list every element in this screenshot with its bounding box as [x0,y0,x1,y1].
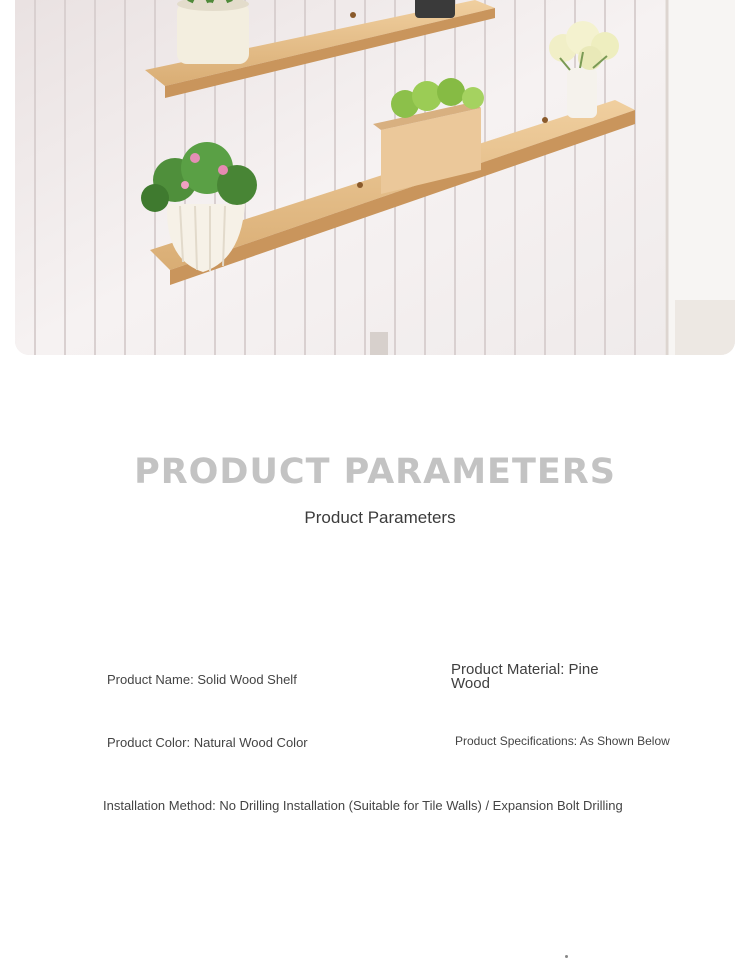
product-color-param: Product Color: Natural Wood Color [107,735,308,750]
section-heading: PRODUCT PARAMETERS [134,452,616,492]
product-specifications-param: Product Specifications: As Shown Below [455,734,670,748]
shelf-illustration [15,0,735,355]
section-subheading: Product Parameters [304,508,456,527]
product-name-param: Product Name: Solid Wood Shelf [107,672,297,687]
product-material-param: Product Material: Pine Wood [451,661,599,692]
product-hero-image [15,0,735,355]
decorative-dot [565,955,568,958]
installation-method-param: Installation Method: No Drilling Installation (Suitable for Tile Walls) / Expansion Bolt Drilling [103,798,623,813]
